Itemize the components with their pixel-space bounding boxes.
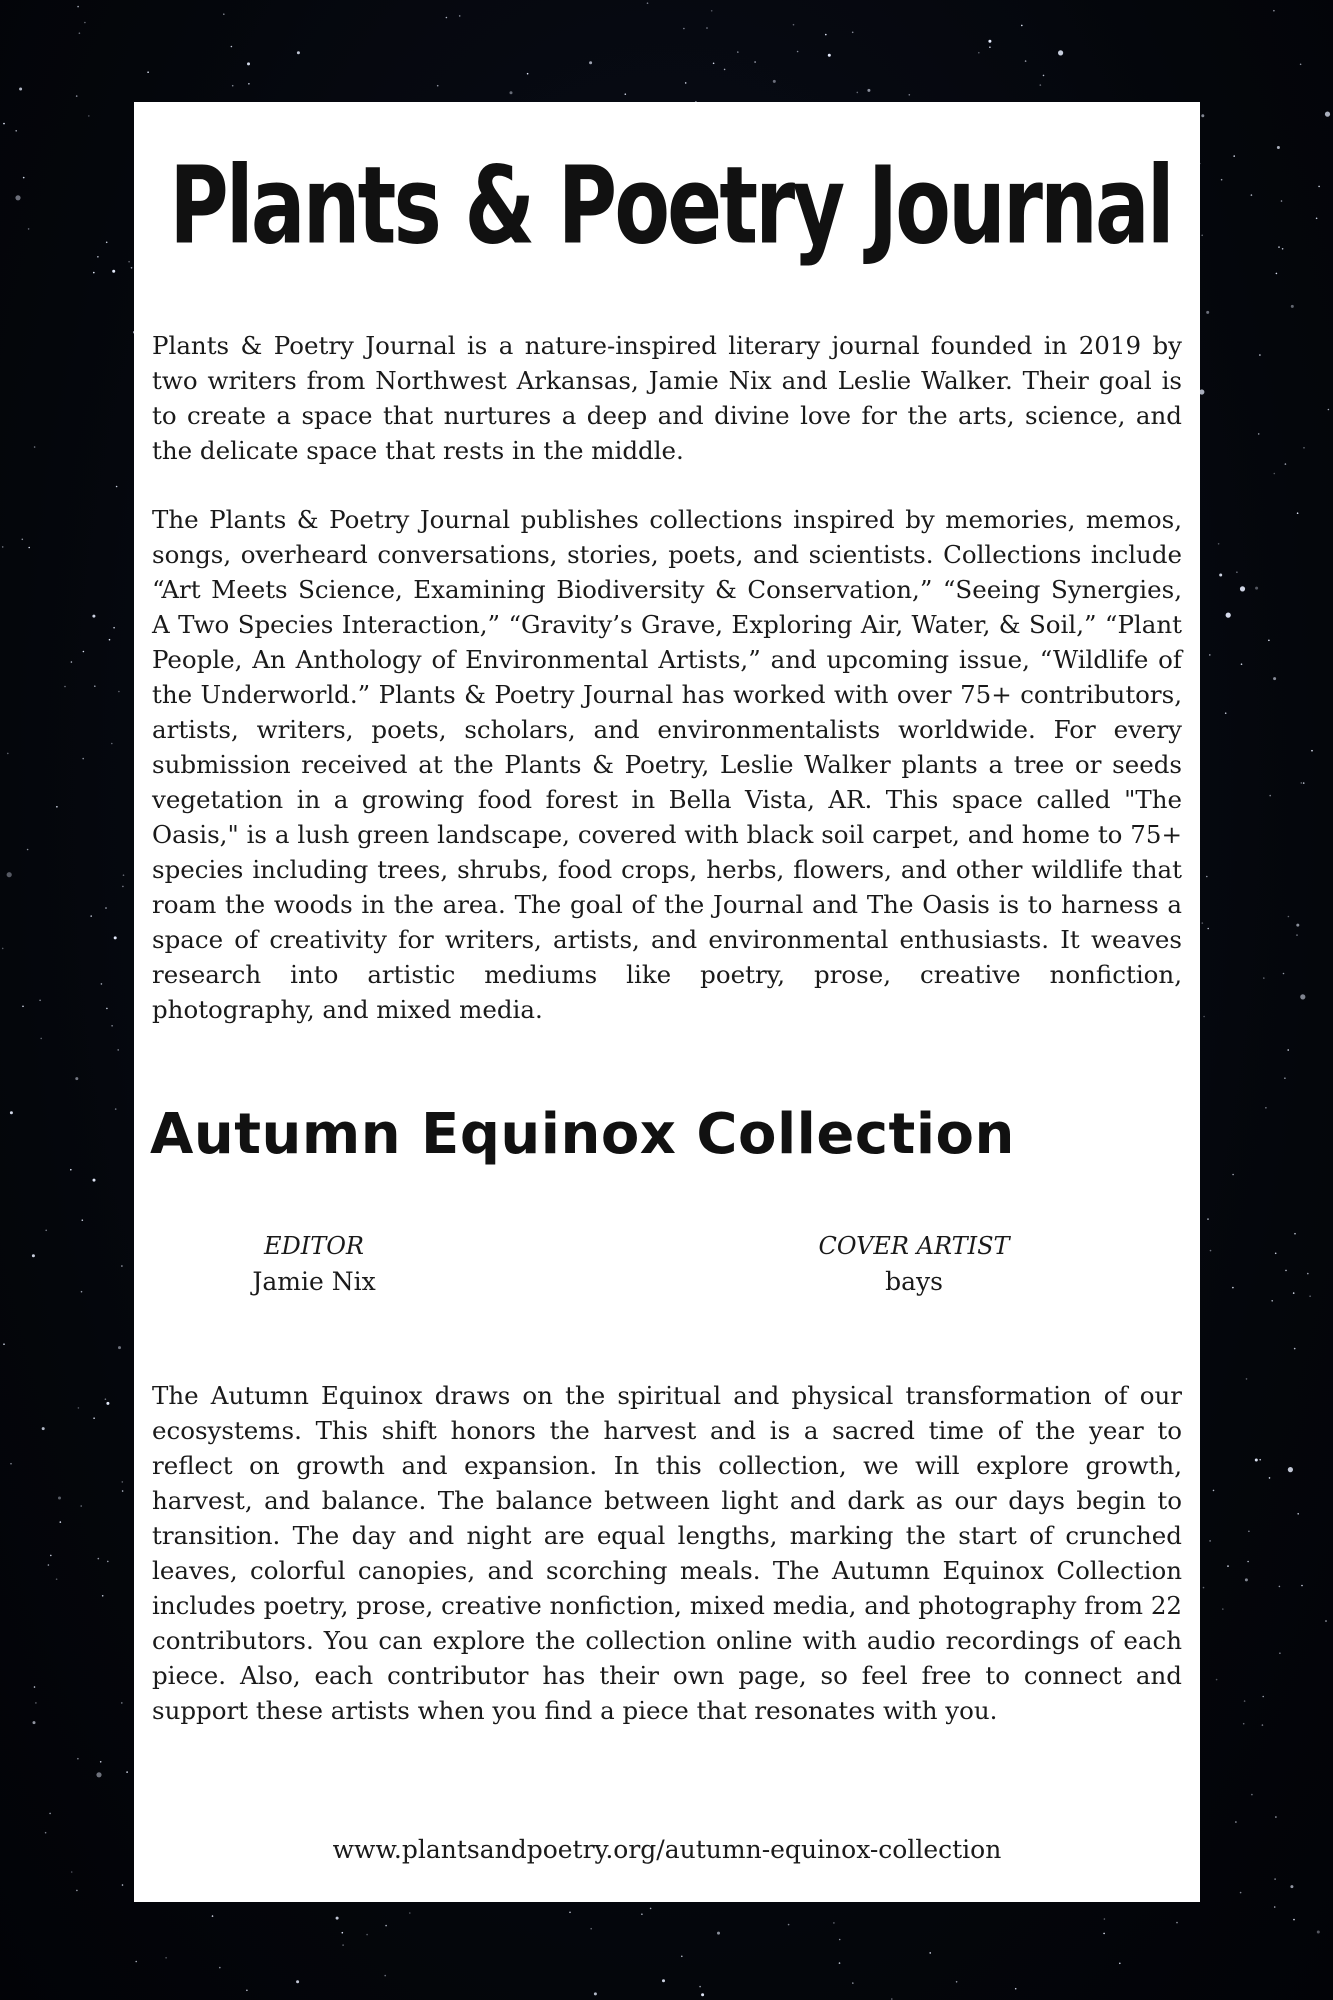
star: [1297, 512, 1299, 514]
star: [71, 661, 73, 663]
star: [1206, 876, 1208, 878]
star: [852, 32, 854, 34]
star: [1309, 1295, 1311, 1297]
star: [88, 115, 90, 117]
star: [48, 1564, 50, 1566]
star: [23, 177, 25, 179]
star: [45, 1230, 47, 1232]
star: [833, 1922, 835, 1924]
star: [989, 46, 991, 48]
star: [105, 1398, 107, 1400]
star: [1240, 586, 1245, 591]
star: [1281, 200, 1283, 202]
star: [724, 69, 726, 71]
star: [1213, 1490, 1215, 1492]
star: [71, 1871, 73, 1873]
star: [122, 886, 124, 888]
star: [247, 62, 250, 65]
star: [1104, 1918, 1106, 1920]
star: [118, 691, 120, 693]
star: [1303, 782, 1305, 784]
star: [1241, 663, 1243, 665]
star: [93, 1179, 96, 1182]
star: [1294, 1348, 1296, 1350]
star: [79, 32, 81, 34]
star: [1245, 1578, 1248, 1581]
star: [1307, 1273, 1309, 1275]
star: [165, 1957, 167, 1959]
star: [296, 1980, 299, 1983]
star: [510, 91, 513, 94]
star: [22, 539, 24, 541]
star: [988, 40, 991, 43]
star: [590, 1928, 592, 1930]
star: [1240, 1892, 1242, 1894]
star: [1222, 1608, 1224, 1610]
star: [1176, 1922, 1178, 1924]
star: [76, 95, 78, 97]
star: [1216, 1679, 1218, 1681]
star: [1283, 973, 1285, 975]
star: [1259, 354, 1261, 356]
star: [19, 88, 22, 91]
star: [1040, 84, 1042, 86]
star: [1210, 1250, 1212, 1252]
star: [446, 17, 448, 19]
star: [839, 1939, 841, 1941]
star: [1274, 473, 1276, 475]
star: [1275, 1253, 1277, 1255]
star: [1232, 1287, 1234, 1289]
star: [1236, 571, 1238, 573]
star: [384, 1975, 386, 1977]
star: [1206, 311, 1209, 314]
star: [81, 1291, 83, 1293]
star: [121, 1702, 123, 1704]
star: [34, 1686, 36, 1688]
star: [978, 52, 980, 54]
star: [1246, 1378, 1248, 1380]
star: [50, 1555, 52, 1557]
star: [115, 1108, 117, 1110]
star: [1296, 924, 1299, 927]
star: [1265, 1107, 1267, 1109]
star: [569, 1912, 571, 1914]
star: [106, 1008, 108, 1010]
star: [10, 1463, 12, 1465]
star: [28, 547, 30, 549]
star: [109, 639, 111, 641]
star: [49, 1813, 51, 1815]
star: [909, 94, 911, 96]
star: [1043, 75, 1045, 77]
star: [83, 651, 85, 653]
star: [1279, 1586, 1281, 1588]
star: [92, 615, 95, 618]
star: [594, 1992, 597, 1995]
star: [1275, 1816, 1277, 1818]
star: [80, 1505, 82, 1507]
star: [1293, 1919, 1295, 1921]
star: [1251, 194, 1253, 196]
star: [1303, 447, 1305, 449]
intro-paragraph: Plants & Poetry Journal is a nature-inspired literary journal founded in 2019 by two writers from Northwest Arkansas, Jamie Nix and Leslie Walker. Their goal is to create a space that nurtures a deep and divine love for the arts, science, and the delicate space that rests in the middle.: [152, 331, 1182, 465]
star: [122, 1490, 124, 1492]
star: [101, 983, 103, 985]
star: [699, 1986, 701, 1988]
star: [27, 849, 29, 851]
star: [1103, 1933, 1105, 1935]
star: [342, 1944, 344, 1946]
star: [409, 1912, 411, 1914]
star: [1258, 433, 1260, 435]
star: [1273, 677, 1276, 680]
star: [121, 1265, 123, 1267]
star: [7, 753, 9, 755]
star: [685, 82, 687, 84]
star: [1325, 112, 1330, 117]
star: [1297, 1513, 1299, 1515]
star: [1243, 1723, 1245, 1725]
star: [98, 1558, 100, 1560]
star: [1015, 1988, 1017, 1990]
star: [90, 915, 92, 917]
star: [713, 63, 715, 65]
star: [828, 54, 831, 57]
star: [625, 93, 627, 95]
star: [1119, 1963, 1121, 1965]
star: [852, 1982, 854, 1984]
star: [1269, 795, 1271, 797]
star: [3, 1343, 5, 1345]
star: [35, 1702, 37, 1704]
star: [212, 1915, 214, 1917]
star: [1276, 273, 1278, 275]
star: [246, 1990, 248, 1992]
star: [97, 256, 99, 258]
star: [929, 1952, 931, 1954]
star: [857, 92, 859, 94]
star: [1288, 1467, 1293, 1472]
star: [1296, 934, 1298, 936]
star: [40, 1038, 42, 1040]
star: [1235, 1821, 1237, 1823]
star: [1248, 1531, 1250, 1533]
star: [1268, 640, 1270, 642]
star: [1293, 1292, 1295, 1294]
star: [1225, 712, 1227, 714]
star: [825, 34, 827, 36]
star: [1207, 928, 1209, 930]
star: [3, 123, 5, 125]
star: [231, 46, 233, 48]
star: [459, 15, 461, 17]
star: [1277, 146, 1280, 149]
star: [1279, 1652, 1281, 1654]
star: [32, 1254, 35, 1257]
star: [1251, 1794, 1253, 1796]
star: [1247, 1561, 1249, 1563]
star: [1244, 1700, 1246, 1702]
star: [1025, 60, 1027, 62]
star: [122, 1481, 124, 1483]
journal-title: Plants & Poetry Journal: [169, 142, 1172, 268]
star: [1284, 1077, 1286, 1079]
star: [34, 446, 36, 448]
star: [1317, 1931, 1320, 1934]
star: [96, 1772, 101, 1777]
cover-artist-credit: [764, 1228, 1064, 1300]
star: [56, 1578, 58, 1580]
star: [1255, 1459, 1258, 1462]
star: [60, 1521, 62, 1523]
star: [82, 1219, 84, 1221]
star: [1058, 50, 1063, 55]
star: [77, 6, 79, 8]
star: [111, 1025, 113, 1027]
star: [1227, 1565, 1229, 1567]
star: [118, 1346, 121, 1349]
star: [788, 1924, 790, 1926]
star: [366, 1934, 368, 1936]
star: [64, 686, 66, 688]
star: [706, 27, 708, 29]
star: [248, 83, 250, 85]
star: [82, 758, 84, 760]
star: [135, 1961, 137, 1963]
star: [711, 10, 713, 12]
star: [117, 1049, 119, 1051]
star: [793, 24, 795, 26]
star: [1300, 64, 1302, 66]
star: [1274, 1906, 1276, 1908]
star: [42, 1427, 45, 1430]
content-panel: [134, 102, 1200, 1902]
star: [1316, 218, 1318, 220]
star: [15, 195, 20, 200]
star: [650, 1908, 652, 1910]
star: [1269, 1477, 1271, 1479]
star: [1203, 1587, 1205, 1589]
star: [1328, 409, 1330, 411]
star: [128, 261, 130, 263]
cover-artist-name: bays: [885, 1267, 943, 1296]
star: [93, 1417, 95, 1419]
star: [39, 1000, 41, 1002]
star: [22, 1006, 24, 1008]
star: [1301, 1585, 1303, 1587]
star: [105, 907, 107, 909]
star: [147, 71, 149, 73]
star: [1232, 1174, 1234, 1176]
star: [737, 51, 739, 53]
star: [385, 1925, 387, 1927]
star: [77, 1758, 79, 1760]
star: [1201, 114, 1204, 117]
star: [1318, 186, 1320, 188]
star: [1259, 1459, 1261, 1461]
star: [102, 1595, 104, 1597]
star: [76, 1890, 78, 1892]
star: [1285, 1270, 1287, 1272]
star: [33, 1721, 36, 1724]
star: [1300, 994, 1305, 999]
star: [754, 61, 756, 63]
star: [1291, 305, 1294, 308]
star: [297, 51, 300, 54]
star: [223, 13, 225, 15]
star: [1219, 574, 1222, 577]
star: [111, 743, 113, 745]
star: [2, 948, 4, 950]
star: [1021, 25, 1023, 27]
star: [232, 85, 234, 87]
star: [75, 1077, 78, 1080]
star: [1294, 1233, 1296, 1235]
star: [7, 872, 12, 877]
star: [1209, 654, 1211, 656]
star: [1282, 248, 1284, 250]
star: [114, 936, 117, 939]
collections-paragraph: The Plants & Poetry Journal publishes collections inspired by memories, memos, songs, overheard conversations, stories, poets, and scientists. Collections include “Art Meets Science, Examining Biodiversity & Conservation,” “Seeing Synergies, A Two Species Interaction,” “Gravity’s Grave, Exploring Air, Water, & Soil,” “Plant People, An Anthology of Environmental Artists,” and upcoming issue, “Wildlife of the Underworld.” Plants & Poetry Journal has worked with over 75+ contributors, artists, writers, poets, scholars, and environmentalists worldwide. For every submission received at the Plants & Poetry, Leslie Walker plants a tree or seeds vegetation in a growing food forest in Bella Vista, AR. This space called "The Oasis," is a lush green landscape, covered with black soil carpet, and home to 75+ species including trees, shrubs, food crops, herbs, flowers, and other wildlife that roam the woods in the area. The goal of the Journal and The Oasis is to harness a space of creativity for writers, artists, and environmental enthusiasts. It weaves research into artistic mediums like poetry, prose, creative nonfiction, photography, and mixed media.: [152, 505, 1182, 1024]
star: [116, 486, 118, 488]
star: [437, 85, 439, 87]
star: [1207, 1218, 1209, 1220]
star: [1202, 922, 1204, 924]
star: [773, 80, 776, 83]
star: [84, 22, 86, 24]
star: [527, 73, 529, 75]
star: [1278, 246, 1280, 248]
star: [78, 1407, 80, 1409]
star: [58, 1497, 61, 1500]
star: [56, 806, 58, 808]
star: [701, 1993, 704, 1996]
star: [131, 267, 133, 269]
star: [123, 874, 125, 876]
star: [681, 1956, 683, 1958]
star: [589, 61, 592, 64]
star: [662, 1979, 665, 1982]
star: [1325, 1620, 1327, 1622]
star: [1290, 1885, 1293, 1888]
collection-description: The Autumn Equinox draws on the spiritual and physical transformation of our ecosystems. This shift honors the harvest and is a sacred time of the year to reflect on growth and expansion. In this collection, we will explore growth, harvest, and balance. The balance between light and dark as our days begin to transition. The day and night are equal lengths, marking the start of crunched leaves, colorful canopies, and scorching meals. The Autumn Equinox Collection includes poetry, prose, creative nonfiction, mixed media, and photography from 22 contributors. You can explore the collection online with audio recordings of each piece. Also, each contributor has their own page, so feel free to connect and support these artists when you find a piece that resonates with you.: [152, 1381, 1182, 1725]
collection-title: Autumn Equinox Collection: [150, 1102, 1015, 1167]
star: [1271, 1300, 1273, 1302]
star: [1221, 179, 1223, 181]
star: [100, 1761, 102, 1763]
star: [1201, 235, 1203, 237]
website-link[interactable]: www.plantsandpoetry.org/autumn-equinox-collection: [332, 1835, 1002, 1864]
star: [70, 1169, 72, 1171]
editor-credit: [164, 1228, 464, 1300]
star: [1226, 613, 1231, 618]
star: [1233, 155, 1235, 157]
star: [1209, 1540, 1211, 1542]
star: [15, 130, 17, 132]
star: [106, 242, 108, 244]
star: [10, 1111, 13, 1114]
cover-artist-label: COVER ARTIST: [818, 1232, 1010, 1260]
star: [839, 1962, 841, 1964]
star: [126, 1771, 128, 1773]
star: [956, 1981, 958, 1983]
star: [641, 1913, 643, 1915]
star: [1301, 782, 1303, 784]
star: [867, 89, 870, 92]
star: [2, 546, 4, 548]
star: [1285, 463, 1287, 465]
star: [1287, 1049, 1289, 1051]
star: [1262, 1696, 1264, 1698]
star: [107, 1561, 109, 1563]
star: [1273, 10, 1275, 12]
star: [1218, 543, 1220, 545]
star: [1311, 750, 1313, 752]
star: [219, 1967, 221, 1969]
star: [93, 272, 95, 274]
star: [28, 228, 30, 230]
star: [647, 2, 649, 4]
star: [1274, 1878, 1276, 1880]
star: [106, 1402, 109, 1405]
star: [1203, 1016, 1205, 1018]
star: [336, 1917, 339, 1920]
star: [45, 1832, 47, 1834]
editor-label: EDITOR: [264, 1232, 364, 1260]
star: [683, 28, 685, 30]
star: [1263, 977, 1265, 979]
star: [1255, 587, 1258, 590]
star: [122, 1884, 124, 1886]
star: [717, 1932, 720, 1935]
editor-name: Jamie Nix: [252, 1267, 376, 1296]
star: [1288, 916, 1290, 918]
star: [1262, 1724, 1264, 1726]
star: [342, 1932, 344, 1934]
star: [94, 685, 96, 687]
star: [797, 51, 799, 53]
star: [112, 270, 115, 273]
star: [113, 627, 115, 629]
